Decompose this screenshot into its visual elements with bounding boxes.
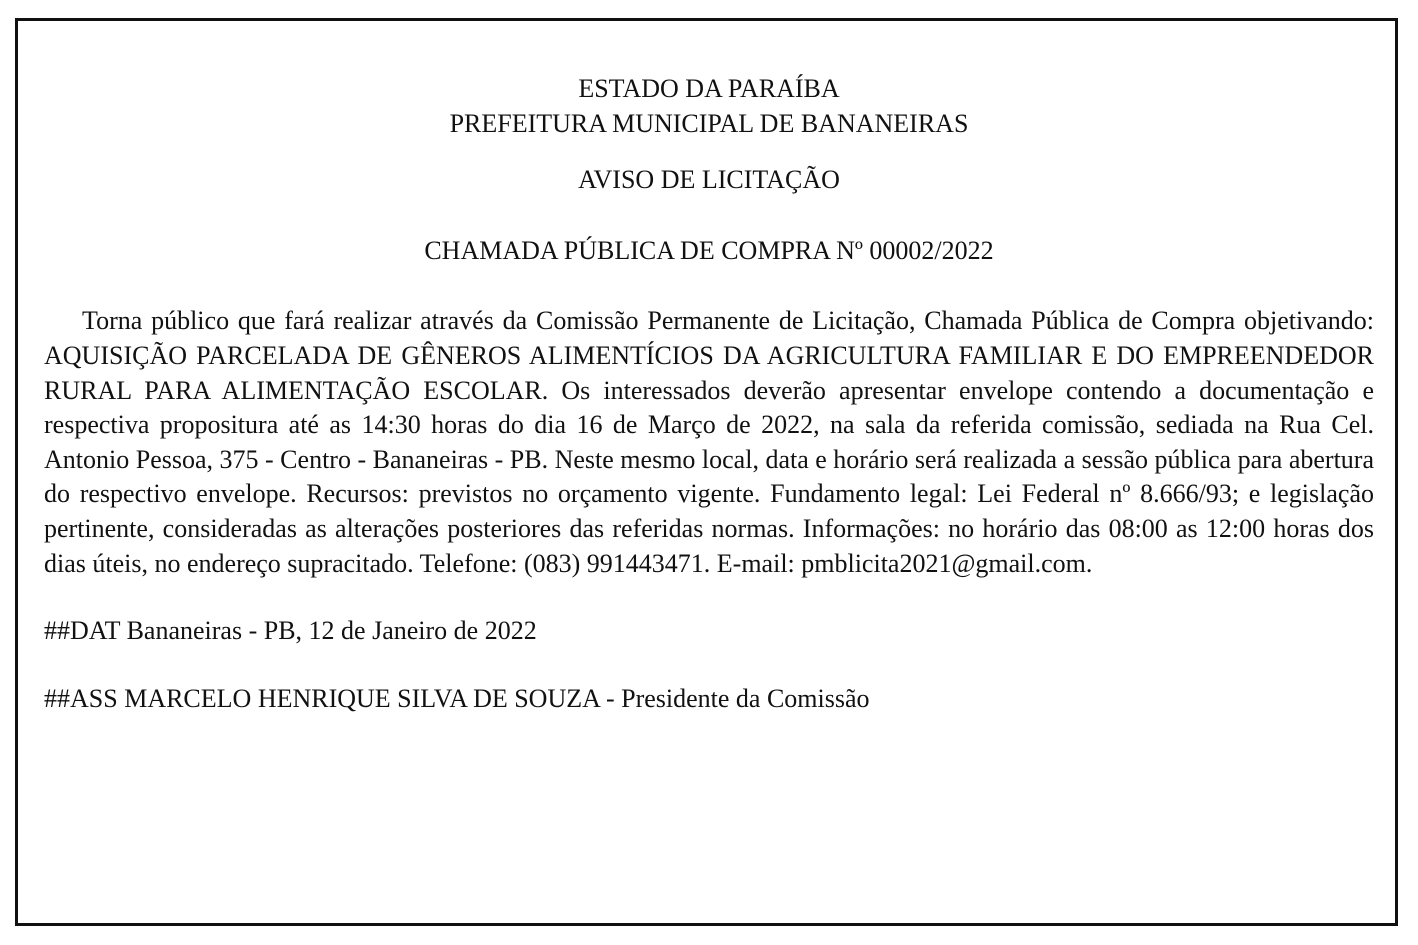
state-name: ESTADO DA PARAÍBA <box>578 74 840 103</box>
notice-body: Torna público que fará realizar através da Comissão Permanente de Licitação, Chamada Pública de Compra objetivando: AQUISIÇÃO PARCELADA DE GÊNEROS ALIMENTÍCIOS DA AGRICULTURA FAMILIAR E DO EMPREENDEDOR RURAL PARA ALIMENTAÇÃO ESCOLAR. Os interessados deverão apresentar envelope contendo a documentação e respectiva propositura até as 14:30 horas do dia 16 de Março de 2022, na sala da referida comissão, sediada na Rua Cel. Antonio Pessoa, 375 - Centro - Bananeiras - PB. Neste mesmo local, data e horário será realizada a sessão pública para abertura do respectivo envelope. Recursos: previstos no orçamento vigente. Fundamento legal: Lei Federal nº 8.666/93; e legislação pertinente, consideradas as alterações posteriores das referidas normas. Informações: no horário das 08:00 as 12:00 horas dos dias úteis, no endereço supracitado. Telefone: (083) 991443471. E-mail: pmblicita2021@gmail.com. <box>44 306 1374 578</box>
signature-line: ##ASS MARCELO HENRIQUE SILVA DE SOUZA - Presidente da Comissão <box>44 683 870 713</box>
notice-title: AVISO DE LICITAÇÃO <box>578 165 840 195</box>
document-header <box>44 72 1374 141</box>
document-content <box>44 72 1374 716</box>
municipality-name: PREFEITURA MUNICIPAL DE BANANEIRAS <box>449 108 969 138</box>
notice-subtitle: CHAMADA PÚBLICA DE COMPRA Nº 00002/2022 <box>424 235 994 265</box>
date-line: ##DAT Bananeiras - PB, 12 de Janeiro de 2022 <box>44 616 537 646</box>
